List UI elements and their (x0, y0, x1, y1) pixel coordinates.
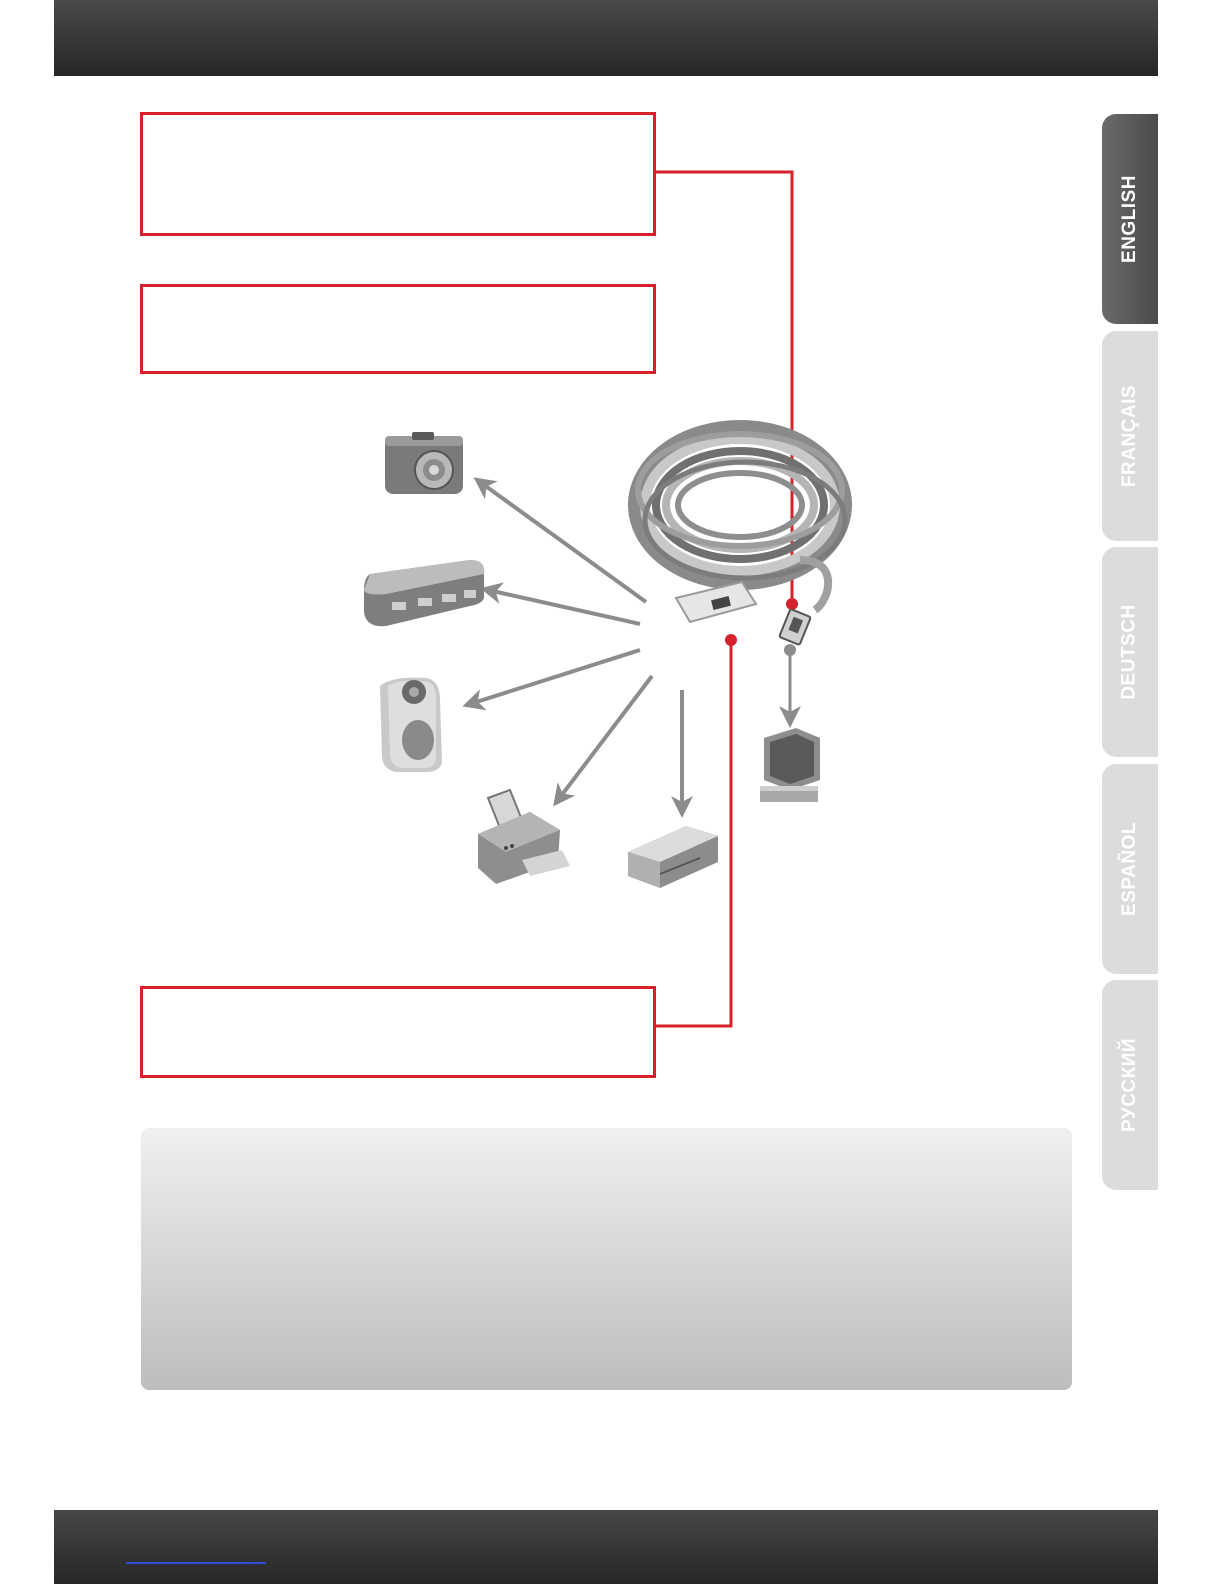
digital-camera-icon (385, 432, 463, 494)
tab-espanol-label: ESPAÑOL (1119, 822, 1140, 916)
tab-russian-label: РУССКИЙ (1119, 1037, 1140, 1133)
arrow-origin-dot (784, 644, 796, 656)
tab-english[interactable] (1102, 114, 1158, 324)
tab-deutsch-label: DEUTSCH (1119, 604, 1140, 700)
header-bar (54, 0, 1158, 76)
connector-line-bottom (656, 640, 731, 1026)
tab-russian[interactable] (1102, 980, 1158, 1190)
note-panel (141, 1128, 1072, 1390)
printer-icon (478, 790, 570, 884)
usb-hub-icon (364, 560, 484, 626)
connector-dot-usb-a (786, 598, 798, 610)
arrow-to-camera (480, 482, 646, 602)
tab-francais[interactable] (1102, 331, 1158, 541)
computer-icon (760, 728, 820, 802)
callout-box-cable-end (140, 112, 656, 236)
connector-line-top (656, 172, 792, 604)
external-drive-icon (628, 826, 718, 888)
arrow-to-hub (488, 590, 640, 624)
footer-bar (54, 1510, 1158, 1584)
usb-extension-cable-icon (635, 427, 845, 645)
webcam-icon (380, 678, 442, 772)
connector-dot-usb-female (725, 634, 737, 646)
arrow-to-printer (558, 676, 652, 800)
arrow-to-webcam (470, 650, 640, 704)
callout-box-device-end (140, 986, 656, 1078)
tab-espanol[interactable] (1102, 764, 1158, 974)
callout-box-note (140, 284, 656, 374)
tab-deutsch[interactable] (1102, 547, 1158, 757)
tab-francais-label: FRANÇAIS (1119, 384, 1141, 488)
tab-english-label: ENGLISH (1119, 175, 1141, 263)
footer-link-underline[interactable] (126, 1562, 266, 1564)
